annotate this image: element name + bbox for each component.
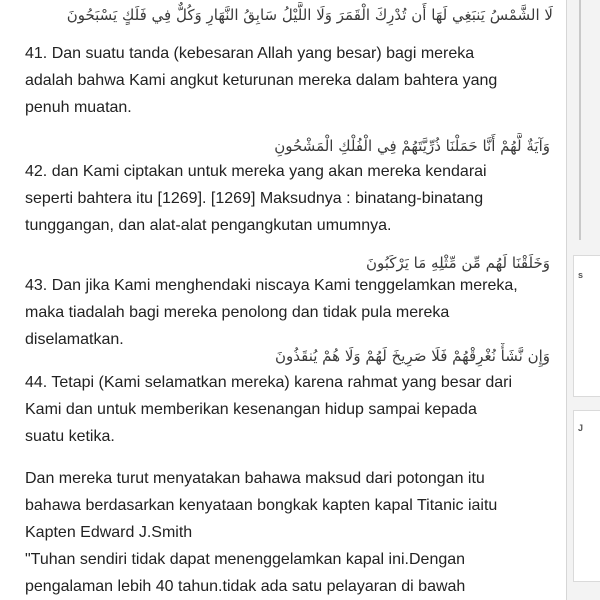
translation-43	[25, 272, 565, 353]
arabic-verse-43: وَخَلَقْنَا لَهُم مِّن مِّثْلِهِ مَا يَرْكَبُونَ	[366, 254, 550, 272]
translation-line: Kami dan untuk memberikan kesenangan hidup sampai kepada	[25, 401, 477, 418]
commentary-line: Dan mereka turut menyatakan bahawa maksud dari potongan itu	[25, 470, 485, 487]
side-card-bottom[interactable]	[573, 410, 600, 582]
translation-line: 42. dan Kami ciptakan untuk mereka yang akan mereka kendarai	[25, 163, 487, 180]
translation-41	[25, 40, 565, 121]
translation-42	[25, 158, 565, 239]
translation-line: penuh muatan.	[25, 99, 132, 116]
translation-44	[25, 369, 565, 450]
commentary-line: pengalaman lebih 40 tahun.tidak ada satu pelayaran di bawah	[25, 578, 466, 595]
arabic-verse-44: وَإِن نَّشَأْ نُغْرِقْهُمْ فَلَا صَرِيخَ لَهُمْ وَلَا هُمْ يُنقَذُونَ	[274, 347, 550, 365]
translation-line: 43. Dan jika Kami menghendaki niscaya Kami tenggelamkan mereka,	[25, 277, 518, 294]
commentary-line: bahawa berdasarkan kenyataan bongkak kapten kapal Titanic iaitu	[25, 497, 498, 514]
side-card-label: s	[578, 270, 584, 280]
commentary-line: Kapten Edward J.Smith	[25, 524, 193, 541]
side-card-top[interactable]	[573, 255, 600, 397]
side-card-label: J	[578, 423, 584, 433]
translation-line: maka tiadalah bagi mereka penolong dan tidak pula mereka	[25, 304, 450, 321]
translation-line: tunggangan, dan alat-alat pengangkutan umumnya.	[25, 217, 392, 234]
side-divider-line	[579, 0, 581, 240]
translation-line: adalah bahwa Kami angkut keturunan mereka dalam bahtera yang	[25, 72, 498, 89]
arabic-verse-41: لَا الشَّمْسُ يَنبَغِي لَهَا أَن تُدْرِكَ الْقَمَرَ وَلَا اللَّيْلُ سَابِقُ النَّهَارِ وَكُلٌّ فِي فَلَكٍ يَسْبَحُونَ	[66, 6, 553, 24]
translation-line: diselamatkan.	[25, 331, 124, 348]
translation-line: 41. Dan suatu tanda (kebesaran Allah yang besar) bagi mereka	[25, 45, 475, 62]
arabic-verse-42: وَآيَةٌ لَّهُمْ أَنَّا حَمَلْنَا ذُرِّيَّتَهُمْ فِي الْفُلْكِ الْمَشْحُونِ	[274, 137, 550, 155]
translation-line: 44. Tetapi (Kami selamatkan mereka) karena rahmat yang besar dari	[25, 374, 513, 391]
commentary-line: "Tuhan sendiri tidak dapat menenggelamkan kapal ini.Dengan	[25, 551, 466, 568]
side-panel	[566, 0, 600, 600]
commentary-block	[25, 465, 565, 600]
translation-line: suatu ketika.	[25, 428, 115, 445]
translation-line: seperti bahtera itu [1269]. [1269] Maksudnya : binatang-binatang	[25, 190, 484, 207]
